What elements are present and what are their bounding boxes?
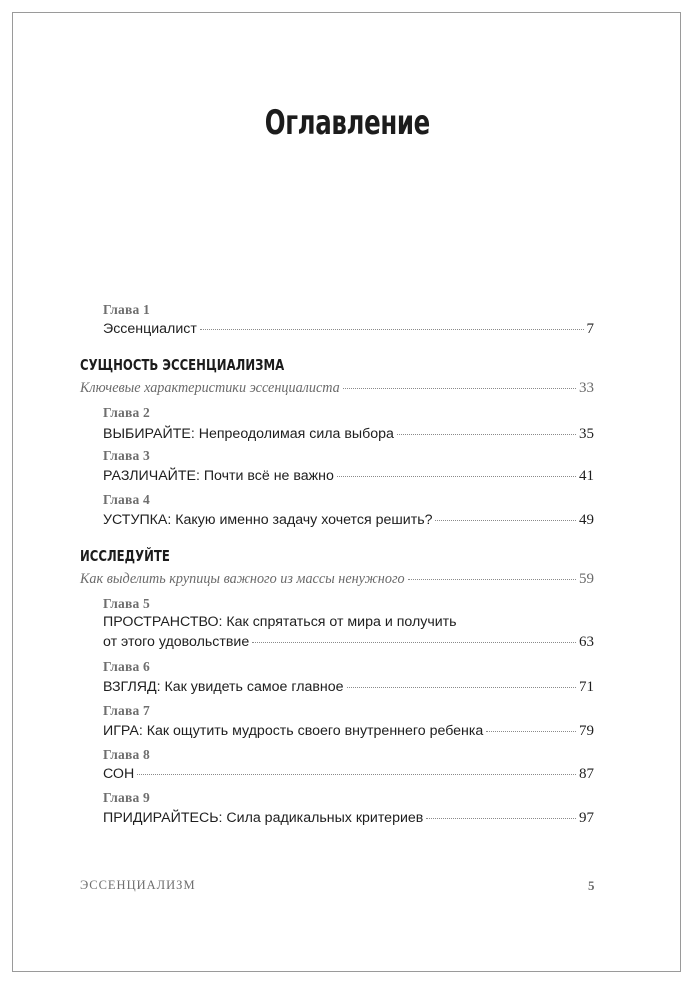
toc-entry-title: РАЗЛИЧАЙТЕ: Почти всё не важно (103, 468, 334, 484)
dot-leader (408, 579, 576, 580)
toc-entry-title: УСТУПКА: Какую именно задачу хочется решить? (103, 512, 433, 528)
chapter-label: Глава 9 (103, 790, 150, 805)
chapter-label: Глава 2 (103, 405, 150, 420)
dot-leader (200, 329, 584, 330)
chapter-label: Глава 8 (103, 747, 150, 762)
chapter-label: Глава 5 (103, 596, 150, 611)
dot-leader (397, 434, 576, 435)
part-title: СУЩНОСТЬ ЭССЕНЦИАЛИЗМА (80, 356, 285, 374)
toc-entry-page: 59 (579, 571, 594, 587)
chapter-label: Глава 6 (103, 659, 150, 674)
toc-entry-page: 35 (579, 426, 594, 442)
toc-entry-chapter-6[interactable] (103, 678, 594, 696)
dot-leader (426, 818, 576, 819)
part-subtitle: Как выделить крупицы важного из массы ненужного (80, 571, 405, 587)
toc-entry-page: 41 (579, 468, 594, 484)
toc-entry-page: 87 (579, 766, 594, 782)
toc-entry-chapter-2[interactable] (103, 425, 594, 443)
part-subtitle: Ключевые характеристики эссенциалиста (80, 380, 340, 396)
part-title: ИССЛЕДУЙТЕ (80, 547, 170, 565)
toc-entry-title: ВЗГЛЯД: Как увидеть самое главное (103, 679, 344, 695)
toc-entry-title: СОН (103, 766, 135, 782)
toc-entry-chapter-5[interactable] (103, 633, 594, 651)
dot-leader (343, 388, 576, 389)
toc-entry-page: 7 (586, 321, 594, 337)
running-title: ЭССЕНЦИАЛИЗМ (80, 878, 196, 892)
chapter-label: Глава 3 (103, 448, 150, 463)
toc-entry-title-line1[interactable]: ПРОСТРАНСТВО: Как спрятаться от мира и получить (103, 614, 457, 630)
toc-entry-chapter-7[interactable] (103, 722, 594, 740)
toc-entry-page: 63 (579, 634, 594, 650)
toc-entry-title: ВЫБИРАЙТЕ: Непреодолимая сила выбора (103, 426, 394, 442)
chapter-label: Глава 7 (103, 703, 150, 718)
toc-entry-chapter-8[interactable] (103, 765, 594, 783)
chapter-label: Глава 4 (103, 492, 150, 507)
dot-leader (137, 774, 576, 775)
page-number: 5 (588, 878, 595, 893)
toc-entry-part-2-intro[interactable] (80, 570, 594, 588)
toc-entry-title: ПРИДИРАЙТЕСЬ: Сила радикальных критериев (103, 810, 424, 826)
dot-leader (486, 731, 576, 732)
toc-entry-title: Эссенциалист (103, 321, 197, 337)
toc-entry-chapter-3[interactable] (103, 467, 594, 485)
toc-entry-chapter-4[interactable] (103, 511, 594, 529)
toc-entry-part-1-intro[interactable] (80, 379, 594, 397)
dot-leader (347, 687, 576, 688)
toc-entry-page: 33 (579, 380, 594, 396)
toc-entry-page: 97 (579, 810, 594, 826)
dot-leader (252, 642, 576, 643)
toc-entry-page: 71 (579, 679, 594, 695)
chapter-label: Глава 1 (103, 302, 150, 317)
toc-entry-page: 79 (579, 723, 594, 739)
toc-entry-title: от этого удовольствие (103, 634, 250, 650)
dot-leader (435, 520, 576, 521)
toc-entry-page: 49 (579, 512, 594, 528)
page-title: Оглавление (264, 103, 430, 143)
toc-entry-title: ИГРА: Как ощутить мудрость своего внутреннего ребенка (103, 723, 484, 739)
toc-entry-chapter-1[interactable] (103, 320, 594, 338)
toc-entry-chapter-9[interactable] (103, 809, 594, 827)
dot-leader (337, 476, 576, 477)
